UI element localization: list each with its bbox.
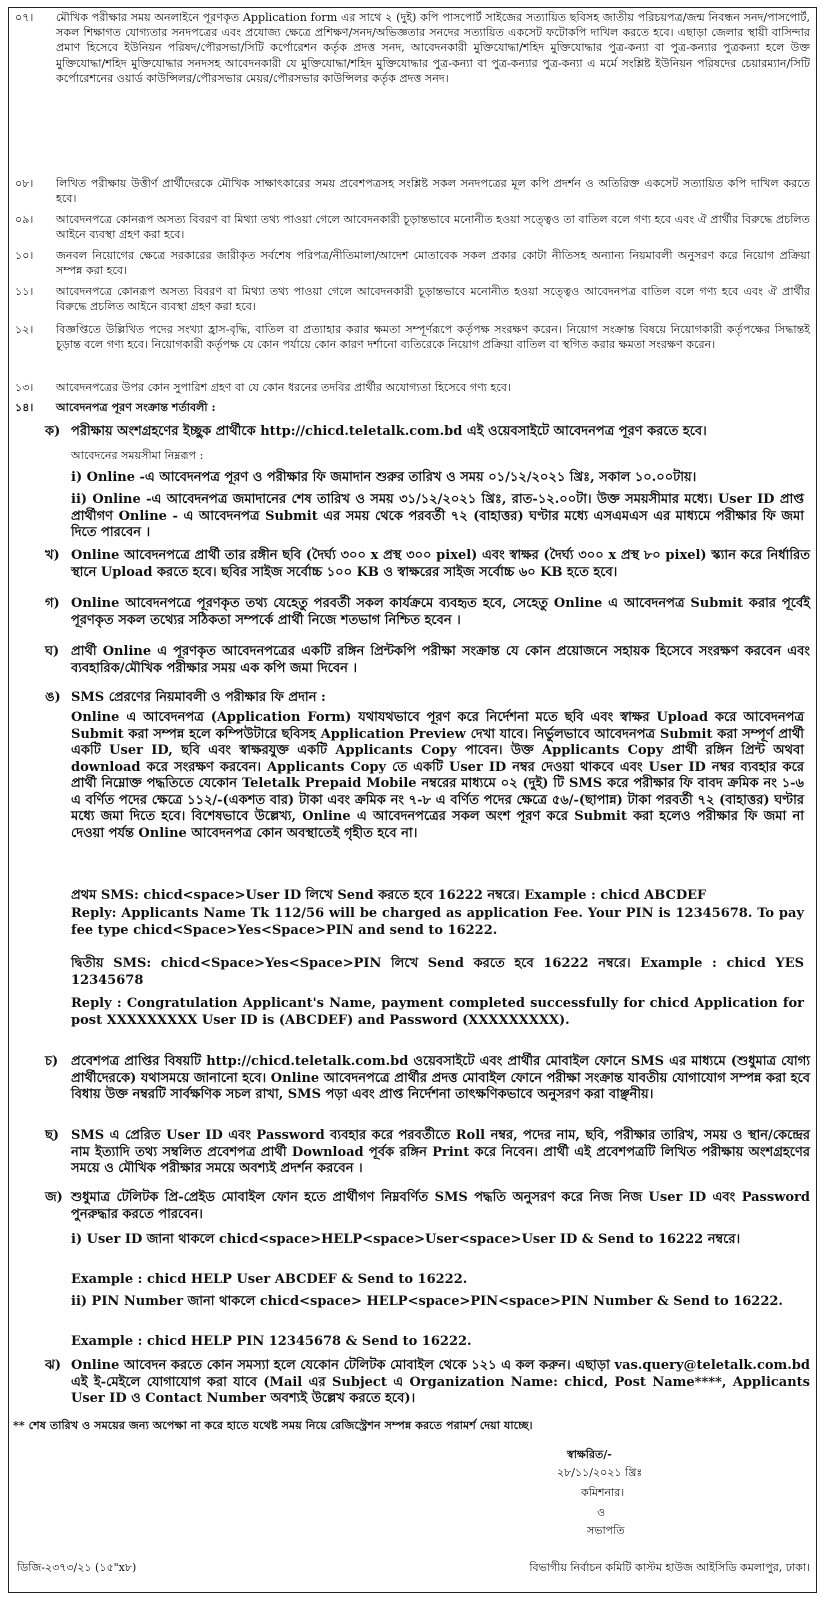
sub-label: ক) xyxy=(45,424,61,439)
clause-text: আবেদনপত্রের উপর কোন সুপারিশ গ্রহণ বা যে কোন ধরনের তদবির প্রার্থীর অযোগ্যতা হিসেবে গণ্য হবে। xyxy=(56,381,511,394)
sub-label: খ) xyxy=(45,548,60,563)
sms-fee-rules: Online এ আবেদনপত্র (Application Form) যথাযথভাবে পূরণ করে নির্দেশনা মতে ছবি এবং স্বাক্ষর Upload করে আবেদনপত্র Submit করা সম্পন্ন হলে কম্পিউটারে ছবিসহ Application Preview দেখা যাবে। নির্ভুলভাবে আবেদনপত্র Submit করা সম্পূর্ণ প্রার্থী একটি User ID, ছবি এবং স্বাক্ষরযুক্ত একটি Applicants Copy পাবেন। উক্ত Applicants Copy প্রার্থী রঙ্গিন প্রিন্ট অথবা download করে সংরক্ষণ করবেন। Applicants Copy তে একটি User ID নম্বর দেওয়া থাকবে এবং User ID নম্বর ব্যবহার করে প্রার্থী নিম্নোক্ত পদ্ধতিতে যেকোন Teletalk Prepaid Mobile নম্বরের মাধ্যমে ০২ (দুই) টি SMS করে পরীক্ষার ফি বাবদ ক্রমিক নং ১-৬ এ বর্ণিত পদের ক্ষেত্রে ১১২/-(একশত বার) টাকা এবং ক্রমিক নং ৭-৮ এ বর্ণিত পদের ক্ষেত্রে ৫৬/-(ছাপান্ন) টাকা পরবর্তী ৭২ (বাহাত্তর) ঘণ্টার মধ্যে জমা দিতে হবে। বিশেষভাবে উল্লেখ্য, Online এ আবেদনপত্রের সকল অংশ পূরণ করে Submit করা হলেও পরীক্ষার ফি জমা না দেওয়া পর্যন্ত Online আবেদনপত্র কোন অবস্থাতেই গৃহীত হবে না। xyxy=(71,710,804,841)
notice-page xyxy=(8,7,817,1593)
recover-user-id-example: Example : chicd HELP User ABCDEF & Send to 16222. xyxy=(71,1272,468,1287)
clause-11 xyxy=(15,284,810,314)
sub-chha xyxy=(15,1128,810,1178)
clause-number: ১৩। xyxy=(15,381,34,394)
clause-text: জনবল নিয়োগের ক্ষেত্রে সরকারের জারীকৃত সর্বশেষ পরিপত্র/নীতিমালা/আদেশ মোতাবেক সকল প্রকার কোটা নীতিসহ অন্যান্য নিয়মাবলী অনুসরণ করে নিয়োগ প্রক্রিয়া সম্পন্ন করা হবে। xyxy=(56,249,810,278)
sub-text: SMS এ প্রেরিত User ID এবং Password ব্যবহার করে পরবর্তীতে Roll নম্বর, পদের নাম, ছবি, পরীক্ষার তারিখ, সময় ও স্থান/কেন্দ্রের নাম ইত্যাদি তথ্য সম্বলিত প্রবেশপত্র প্রার্থী Download পূর্বক রঙ্গিন Print করে নিবেন। প্রার্থী এই প্রবেশপত্রটি লিখিত পরীক্ষায় অংশগ্রহণের সময়ে ও মৌখিক পরীক্ষার সময়ে অবশ্যই প্রদর্শন করবেন । xyxy=(71,1128,810,1176)
clause-09 xyxy=(15,212,810,242)
clause-text: বিজ্ঞপ্তিতে উল্লিখিত পদের সংখ্যা হ্রাস-বৃদ্ধি, বাতিল বা প্রত্যাহার করার ক্ষমতা সম্পূর্ণরূপে কর্তৃপক্ষ সংরক্ষণ করেন। নিয়োগ সংক্রান্ত বিষয়ে নিয়োগকারী কর্তৃপক্ষের সিদ্ধান্তই চূড়ান্ত বলে গণ্য হবে। নিয়োগকারী কর্তৃপক্ষ যে কোন পর্যায়ে কোন কারণ দর্শানো ব্যতিরেকে নিয়োগ প্রক্রিয়া বাতিল বা স্থগিত করার ক্ষমতা সংরক্ষণ করেন। xyxy=(56,323,810,352)
recover-user-id: i) User ID জানা থাকলে chicd<space>HELP<space>User<space>User ID & Send to 16222 নম্বরে। xyxy=(71,1232,741,1247)
sub-label: জ) xyxy=(45,1190,63,1205)
sub-gha xyxy=(15,644,810,677)
clause-07 xyxy=(15,10,810,86)
clause-number: ১১। xyxy=(15,285,34,298)
clause-number: ১৪। xyxy=(15,401,34,414)
sub-label: ঙ) xyxy=(45,690,61,705)
clause-14 xyxy=(15,400,810,415)
sub-text: Online আবেদন করতে কোন সমস্যা হলে যেকোন টেলিটক মোবাইল থেকে ১২১ এ কল করুন। এছাড়া vas.query@teletalk.com.bd এই ই-মেইলে যোগাযোগ করা যাবে (Mail এর Subject এ Organization Name: chicd, Post Name****, Applicants User ID ও Contact Number অবশ্যই উল্লেখ করতে হবে)। xyxy=(71,1358,810,1406)
sub-label: গ) xyxy=(45,596,60,611)
signatory-and: ও xyxy=(597,1506,606,1519)
sub-label: ঝ) xyxy=(45,1358,61,1373)
clause-number: ০৯। xyxy=(15,213,34,226)
sub-text: SMS প্রেরণের নিয়মাবলী ও পরীক্ষার ফি প্রদান : xyxy=(71,690,326,705)
committee-name: বিভাগীয় নির্বাচন কমিটি কাস্টম হাউজ আইসিডি কমলাপুর, ঢাকা। xyxy=(529,1561,810,1574)
recover-pin-example: Example : chicd HELP PIN 12345678 & Send to 16222. xyxy=(71,1334,472,1349)
sub-ja xyxy=(15,1190,810,1223)
signature-date: ২৮/১১/২০২১ খ্রিঃ xyxy=(557,1466,643,1479)
time-limit-start: i) Online -এ আবেদনপত্র পূরণ ও পরীক্ষার ফি জমাদান শুরুর তারিখ ও সময় ০১/১২/২০২১ খ্রিঃ, সকাল ১০.০০টায়। xyxy=(71,470,697,485)
sub-cha xyxy=(15,1054,810,1104)
clause-12 xyxy=(15,322,810,352)
sub-uma xyxy=(15,690,810,707)
clause-number: ১০। xyxy=(15,249,34,262)
first-sms-reply: Reply: Applicants Name Tk 112/56 will be charged as application Fee. Your PIN is 12345678. To pay fee type chicd<Space>Yes<Space>PIN and send to 16222. xyxy=(71,906,804,938)
reference-code: ডিজি-২৩৭৩/২১ (১৫"x৮) xyxy=(17,1561,137,1574)
sub-label: ঘ) xyxy=(45,644,60,659)
sub-label: ছ) xyxy=(45,1128,60,1143)
sub-jha xyxy=(15,1358,810,1408)
clause-text: আবেদনপত্রে কোনরূপ অসত্য বিবরণ বা মিথ্যা তথ্য পাওয়া গেলে আবেদনকারী চূড়ান্তভাবে মনোনীত হওয়া সত্ত্বেও আবেদনপত্র বাতিল বলে গণ্য হবে এবং ঐ প্রার্থীর বিরুদ্ধে প্রচলিত আইনে ব্যবস্থা গ্রহণ করা হবে। xyxy=(56,285,810,314)
clause-08 xyxy=(15,176,810,206)
sub-text: প্রবেশপত্র প্রাপ্তির বিষয়টি http://chicd.teletalk.com.bd ওয়েবসাইটে এবং প্রার্থীর মোবাইল ফোনে SMS এর মাধ্যমে (শুধুমাত্র যোগ্য প্রার্থীদেরকে) যথাসময়ে জানানো হবে। Online আবেদনপত্রে প্রার্থীর প্রদত্ত মোবাইল ফোনে পরীক্ষা সংক্রান্ত যাবতীয় যোগাযোগ সম্পন্ন করা হবে বিধায় উক্ত নম্বরটি সার্বক্ষণিক সচল রাখা, SMS পড়া এবং প্রাপ্ত নির্দেশনা তাৎক্ষণিকভাবে অনুসরণ করা বাঞ্ছনীয়। xyxy=(71,1054,810,1102)
second-sms-reply: Reply : Congratulation Applicant's Name, payment completed successfully for chicd Application for post XXXXXXXXX User ID is (ABCDEF) and Password (XXXXXXXXX). xyxy=(71,996,804,1028)
signed-label: স্বাক্ষরিত/- xyxy=(567,1448,612,1461)
clause-text: আবেদনপত্রে কোনরূপ অসত্য বিবরণ বা মিথ্যা তথ্য পাওয়া গেলে আবেদনকারী চূড়ান্তভাবে মনোনীত হওয়া সত্ত্বেও তা বাতিল বলে গণ্য হবে এবং ঐ প্রার্থীর বিরুদ্ধে প্রচলিত আইনে ব্যবস্থা গ্রহণ করা হবে। xyxy=(56,213,810,242)
sub-text: Online আবেদনপত্রে প্রার্থী তার রঙ্গীন ছবি (দৈর্ঘ্য ৩০০ x প্রস্থ ৩০০ pixel) এবং স্বাক্ষর (দৈর্ঘ্য ৩০০ x প্রস্থ ৮০ pixel) স্ক্যান করে নির্ধারিত স্থানে Upload করতে হবে। ছবির সাইজ সর্বোচ্চ ১০০ KB ও স্বাক্ষরের সাইজ সর্বোচ্চ ৬০ KB হতে হবে। xyxy=(71,548,810,580)
recover-pin: ii) PIN Number জানা থাকলে chicd<space> HELP<space>PIN<space>PIN Number & Send to 16222. xyxy=(71,1294,783,1309)
registration-footnote: ** শেষ তারিখ ও সময়ের জন্য অপেক্ষা না করে হাতে যথেষ্ট সময় নিয়ে রেজিস্ট্রেশন সম্পন্ন করতে পরামর্শ দেয়া যাচ্ছে। xyxy=(13,1418,533,1432)
sub-ga xyxy=(15,596,810,629)
clause-number: ০৮। xyxy=(15,177,34,190)
clause-10 xyxy=(15,248,810,278)
clause-number: ১২। xyxy=(15,323,34,336)
clause-13 xyxy=(15,380,810,395)
clause-heading: আবেদনপত্র পূরণ সংক্রান্ত শর্তাবলী : xyxy=(56,401,216,414)
time-limit-end: ii) Online -এ আবেদনপত্র জমাদানের শেষ তারিখ ও সময় ৩১/১২/২০২১ খ্রিঃ, রাত-১২.০০টা। উক্ত সময়সীমার মধ্যে। User ID প্রাপ্ত প্রার্থীগণ Online - এ আবেদনপত্র Submit এর সময় থেকে পরবর্তী ৭২ (বাহাত্তর) ঘণ্টার মধ্যে এসএমএস এর মাধ্যমে পরীক্ষার ফি জমা দিতে পারবেন । xyxy=(71,492,804,540)
second-sms: দ্বিতীয় SMS: chicd<Space>Yes<Space>PIN লিখে Send করতে হবে 16222 নম্বরে। Example : chicd YES 12345678 xyxy=(71,956,804,988)
time-limit-note: আবেদনের সময়সীমা নিম্নরূপ : xyxy=(71,449,204,462)
clause-text: লিখিত পরীক্ষায় উত্তীর্ণ প্রার্থীদেরকে মৌখিক সাক্ষাৎকারের সময় প্রবেশপত্রসহ সংশ্লিষ্ট সকল সনদপত্রের মূল কপি প্রদর্শন ও অতিরিক্ত একসেট সত্যায়িত কপি দাখিল করতে হবে। xyxy=(56,177,810,206)
clause-text: মৌখিক পরীক্ষার সময় অনলাইনে পূরণকৃত Application form এর সাথে ২ (দুই) কপি পাসপোর্ট সাইজের সত্যায়িত ছবিসহ জাতীয় পরিচয়পত্র/জন্ম নিবন্ধন সনদ/পাসপোর্ট, সকল শিক্ষাগত যোগ্যতার সনদপত্রের এবং প্রযোজ্য ক্ষেত্রে প্রশিক্ষণ/সনদ/অভিজ্ঞতার সনদের সত্যায়িত একসেট ফটোকপি দাখিল করতে হবে। এছাড়া জেলার স্থায়ী বাসিন্দার প্রমাণ হিসেবে ইউনিয়ন পরিষদ/পৌরসভা/সিটি কর্পোরেশন কর্তৃক প্রদত্ত সনদ, আবেদনকারী মুক্তিযোদ্ধা/শহিদ মুক্তিযোদ্ধার পুত্র-কন্যা বা পুত্র-কন্যার পুত্রকন্যা হলে উক্ত মুক্তিযোদ্ধা/শহিদ মুক্তিযোদ্ধার সনদসহ আবেদনকারী যে মুক্তিযোদ্ধা/শহিদ মুক্তিযোদ্ধার পুত্র-কন্যা বা পুত্র-কন্যার পুত্র-কন্যা এ মর্মে সংশ্লিষ্ট ইউনিয়ন পরিষদের চেয়ারম্যান/সিটি কর্পোরেশনের ওয়ার্ড কাউন্সিলর/পৌরসভার মেয়র/পৌরসভার কাউন্সিলর কর্তৃক প্রদত্ত সনদ। xyxy=(56,11,810,85)
clause-number: ০৭। xyxy=(15,11,34,24)
first-sms: প্রথম SMS: chicd<space>User ID লিখে Send করতে হবে 16222 নম্বরে। Example : chicd ABCDEF xyxy=(71,888,707,903)
signatory-title-2: সভাপতি xyxy=(587,1524,625,1537)
sub-text: প্রার্থী Online এ পূরণকৃত আবেদনপত্রের একটি রঙ্গিন প্রিন্টকপি পরীক্ষা সংক্রান্ত যে কোন প্রয়োজনে সহায়ক হিসেবে সংরক্ষণ করবেন এবং ব্যবহারিক/মৌখিক পরীক্ষার সময় এক কপি জমা দিবেন । xyxy=(71,644,810,676)
sub-text: Online আবেদনপত্রে পূরণকৃত তথ্য যেহেতু পরবর্তী সকল কার্যক্রমে ব্যবহৃত হবে, সেহেতু Online এ আবেদনপত্র Submit করার পূর্বেই পূরণকৃত সকল তথ্যের সঠিকতা সম্পর্কে প্রার্থী নিজে শতভাগ নিশ্চিত হবেন । xyxy=(71,596,810,628)
sub-kha xyxy=(15,548,810,581)
sub-ka xyxy=(15,424,810,441)
signatory-title-1: কমিশনার। xyxy=(581,1486,625,1499)
sub-label: চ) xyxy=(45,1054,59,1069)
sub-text: শুধুমাত্র টেলিটক প্রি-প্রেইড মোবাইল ফোন হতে প্রার্থীগণ নিম্নবর্ণিত SMS পদ্ধতি অনুসরণ করে নিজ নিজ User ID এবং Password পুনরুদ্ধার করতে পারবেন। xyxy=(71,1190,810,1222)
sub-text: পরীক্ষায় অংশগ্রহণের ইচ্ছুক প্রার্থীকে http://chicd.teletalk.com.bd এই ওয়েবসাইটে আবেদনপত্র পূরণ করতে হবে। xyxy=(71,424,707,439)
